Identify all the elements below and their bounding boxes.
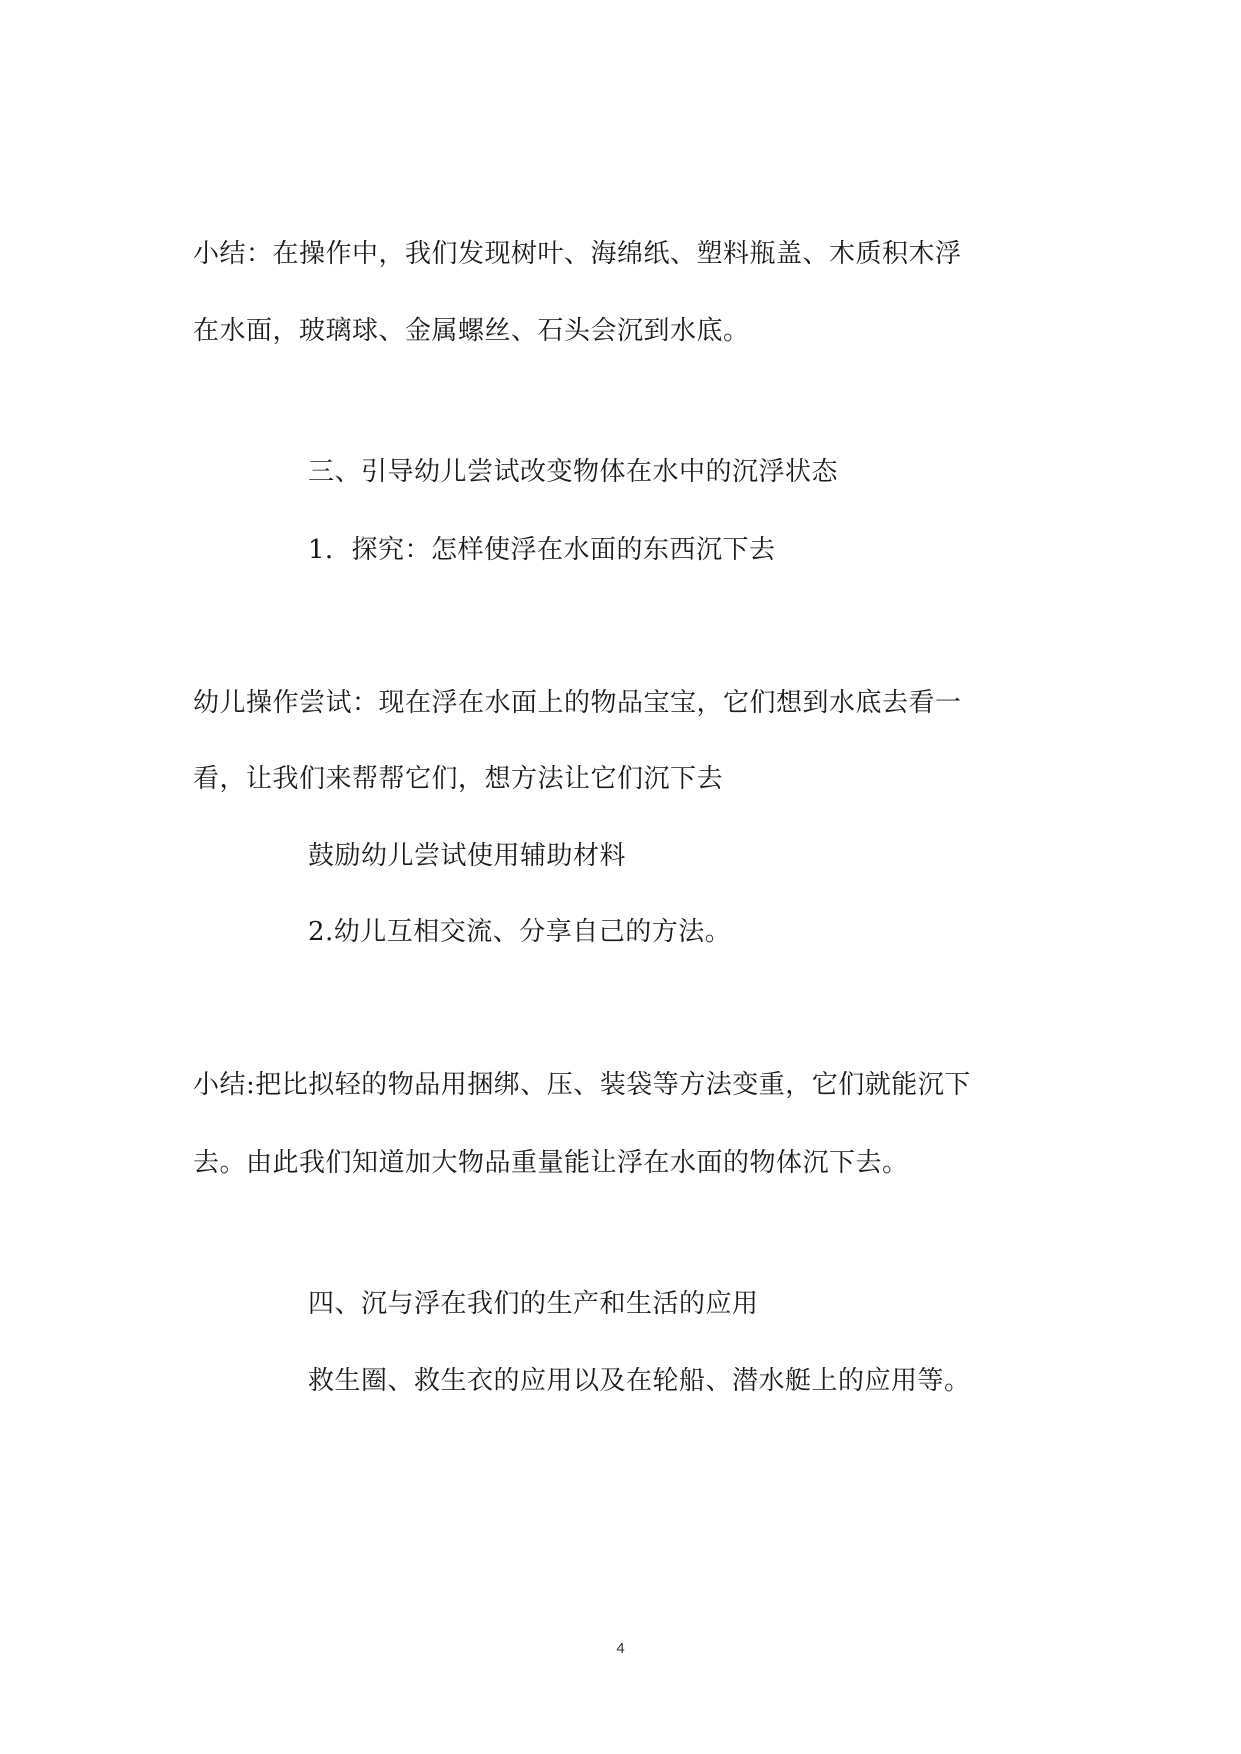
step-2: 2.幼儿互相交流、分享自己的方法。 [308, 917, 732, 947]
encourage-text: 鼓励幼儿尝试使用辅助材料 [308, 841, 627, 871]
summary-2-line-2: 去。由此我们知道加大物品重量能让浮在水面的物体沉下去。 [193, 1148, 909, 1178]
section-heading-4: 四、沉与浮在我们的生产和生活的应用 [308, 1289, 759, 1319]
page-number: 4 [616, 1640, 625, 1657]
section-heading-3: 三、引导幼儿尝试改变物体在水中的沉浮状态 [308, 457, 839, 487]
summary-1-line-1: 小结：在操作中，我们发现树叶、海绵纸、塑料瓶盖、木质积木浮 [193, 239, 962, 269]
summary-2-line-1: 小结:把比拟轻的物品用捆绑、压、装袋等方法变重，它们就能沉下 [193, 1070, 971, 1100]
activity-line-1: 幼儿操作尝试：现在浮在水面上的物品宝宝，它们想到水底去看一 [193, 688, 962, 718]
step-1: 1．探究：怎样使浮在水面的东西沉下去 [308, 535, 776, 565]
applications-text: 救生圈、救生衣的应用以及在轮船、潜水艇上的应用等。 [308, 1366, 971, 1396]
activity-line-2: 看，让我们来帮帮它们，想方法让它们沉下去 [193, 764, 724, 794]
summary-1-line-2: 在水面，玻璃球、金属螺丝、石头会沉到水底。 [193, 316, 750, 346]
